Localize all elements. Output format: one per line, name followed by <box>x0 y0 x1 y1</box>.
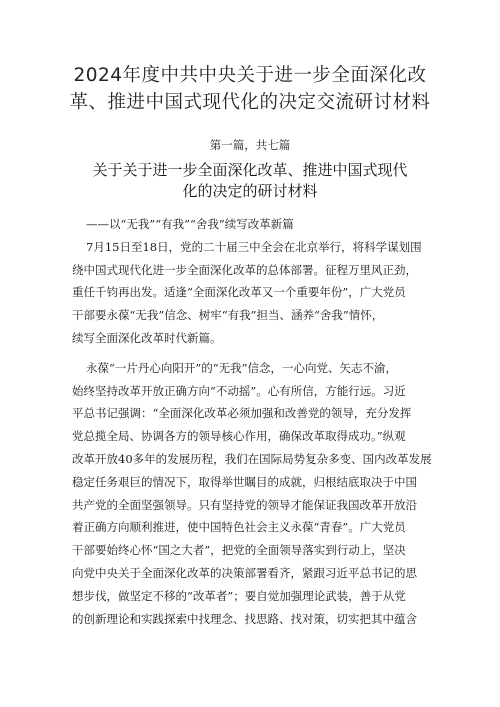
paragraph-line: 改革开放40多年的发展历程，我们在国际局势复杂多变、国内改革发展 <box>72 451 432 466</box>
paragraph-line: 始终坚持改革开放正确方向“不动摇”。心有所信，方能行远。习近 <box>72 383 406 398</box>
document-title-line-2: 革、推进中国式现代化的决定交流研讨材料 <box>69 92 431 113</box>
paragraph-line: 绕中国式现代化进一步全面深化改革的总体部署。征程万里风正劲， <box>72 262 417 277</box>
paragraph-line: 着正确方向顺利推进，使中国特色社会主义永葆“青春”。广大党员 <box>72 520 406 535</box>
paragraph-gap <box>72 350 432 357</box>
document-title-line-1: 2024年度中共中央关于进一步全面深化改 <box>73 65 427 86</box>
paragraph-line: 重任千钧再出发。适逢“全面深化改革又一个重要年份”，广大党员 <box>72 285 406 300</box>
paragraph-line: 续写全面深化改革时代新篇。 <box>72 330 222 345</box>
section-heading: ——以“无我”“有我”“舍我”续写改革新篇 <box>86 217 294 231</box>
paragraph-line: 永葆“一片丹心向阳开”的“无我”信念，一心向党、矢志不渝， <box>86 360 398 375</box>
paragraph-line: 7月15日至18日，党的二十届三中全会在北京举行，将科学谋划围 <box>86 239 422 254</box>
paragraph-2 <box>72 357 432 631</box>
paragraph-line: 向党中央关于全面深化改革的决策部署看齐，紧跟习近平总书记的思 <box>72 565 417 580</box>
paragraph-line: 干部要始终心怀“国之大者”，把党的全面领导落实到行动上，坚决 <box>72 543 406 558</box>
article-subtitle <box>70 160 430 202</box>
paragraph-line: 的创新理论和实践探索中找理念、找思路、找对策，切实把其中蕴含 <box>72 611 417 626</box>
part-label: 第一篇，共七篇 <box>209 138 291 152</box>
document-title <box>60 62 440 116</box>
paragraph-line: 党总揽全局、协调各方的领导核心作用，确保改革取得成功。”纵观 <box>72 429 406 444</box>
paragraph-line: 稳定任务艰巨的情况下，取得举世瞩目的成就，归根结底取决于中国 <box>72 474 417 489</box>
article-subtitle-line-1: 关于关于进一步全面深化改革、推进中国式现代 <box>92 161 408 179</box>
paragraph-1 <box>72 236 432 350</box>
article-subtitle-line-2: 化的决定的研讨材料 <box>182 182 318 200</box>
paragraph-line: 共产党的全面坚强领导。只有坚持党的领导才能保证我国改革开放沿 <box>72 497 417 512</box>
article-body <box>72 213 432 630</box>
paragraph-line: 想步伐，做坚定不移的“改革者”；要自觉加强理论武装，善于从党 <box>72 588 406 603</box>
paragraph-line: 干部要永葆“无我”信念、树牢“有我”担当、涵养“舍我”情怀， <box>72 308 384 323</box>
paragraph-line: 平总书记强调：“全面深化改革必须加强和改善党的领导，充分发挥 <box>72 406 412 421</box>
